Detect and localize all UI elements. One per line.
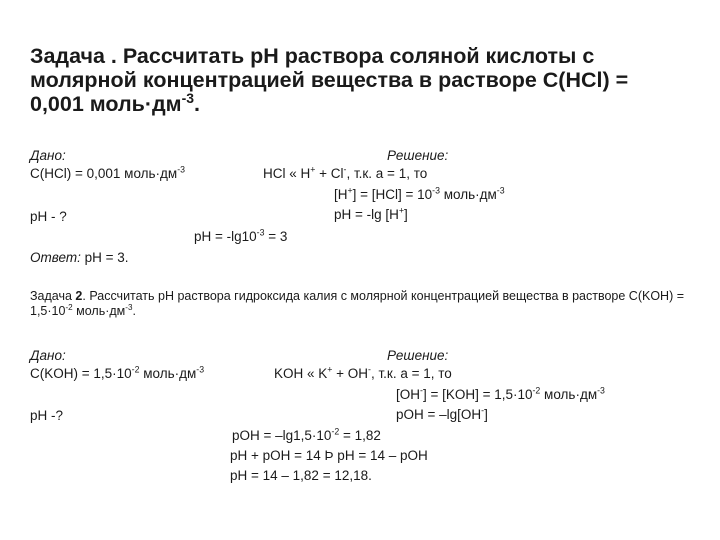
problem1-answer: Ответ: pH = 3. bbox=[30, 250, 129, 265]
problem1-given-label: Дано: bbox=[30, 148, 66, 163]
problem1-given-value: C(HCl) = 0,001 $моль\cdot дм^{-3}$ bbox=[30, 164, 186, 181]
problem2-find: pH -? bbox=[30, 408, 64, 423]
problem2-step-dissociation: KOH « K+ + OH-, т.к. a = 1, то bbox=[274, 364, 452, 381]
problem2-step-relation: pH + pOH = 14 Þ pH = 14 – pOH bbox=[230, 448, 428, 463]
problem2-step-result: pH = 14 – 1,82 = 12,18. bbox=[230, 468, 372, 483]
problem1-step-concentration: $[H^+] = [HCl] = 10^{-3}$ $моль\cdot дм^{-3}$ bbox=[334, 185, 505, 202]
problem2-given-value: $C(KOH) = 1,5\cdot 10^{-2}$ $моль\cdot дм^{-3}$ bbox=[30, 364, 205, 381]
problem2-title: Задача 2. Рассчитать рН раствора гидроксида калия с молярной концентрацией вещества в растворе $С(KOH) = 1,5\cdot 10^{-2}$ $моль\cdot дм^{-3}$. bbox=[30, 289, 685, 318]
problem2-step-formula: pOH = –lg[OH-] bbox=[396, 405, 488, 422]
problem2-given-label: Дано: bbox=[30, 348, 66, 363]
problem1-find: pH - ? bbox=[30, 209, 67, 224]
problem1-title: Задача . Рассчитать рН раствора соляной кислоты с молярной концентрацией вещества в растворе С(HCl) = 0,001 $моль\cdot дм^{-3}$. bbox=[30, 44, 629, 116]
problem1-step-result: pH = $-\lg 10^{-3} = 3$ bbox=[194, 227, 288, 244]
problem2-step-poh: pOH = $-\lg 1,5\cdot 10^{-2} = 1,82$ bbox=[232, 426, 381, 443]
problem2-step-concentration: $[OH^-] = [KOH] = 1,5\cdot 10^{-2}$ $моль\cdot дм^{-3}$ bbox=[396, 385, 605, 402]
problem1-step-formula: pH = -lg [H+] bbox=[334, 205, 408, 222]
problem1-step-dissociation: HCl « H+ + Cl-, т.к. a = 1, то bbox=[263, 164, 428, 181]
problem2-solution-label: Решение: bbox=[387, 348, 449, 363]
problem1-solution-label: Решение: bbox=[387, 148, 449, 163]
